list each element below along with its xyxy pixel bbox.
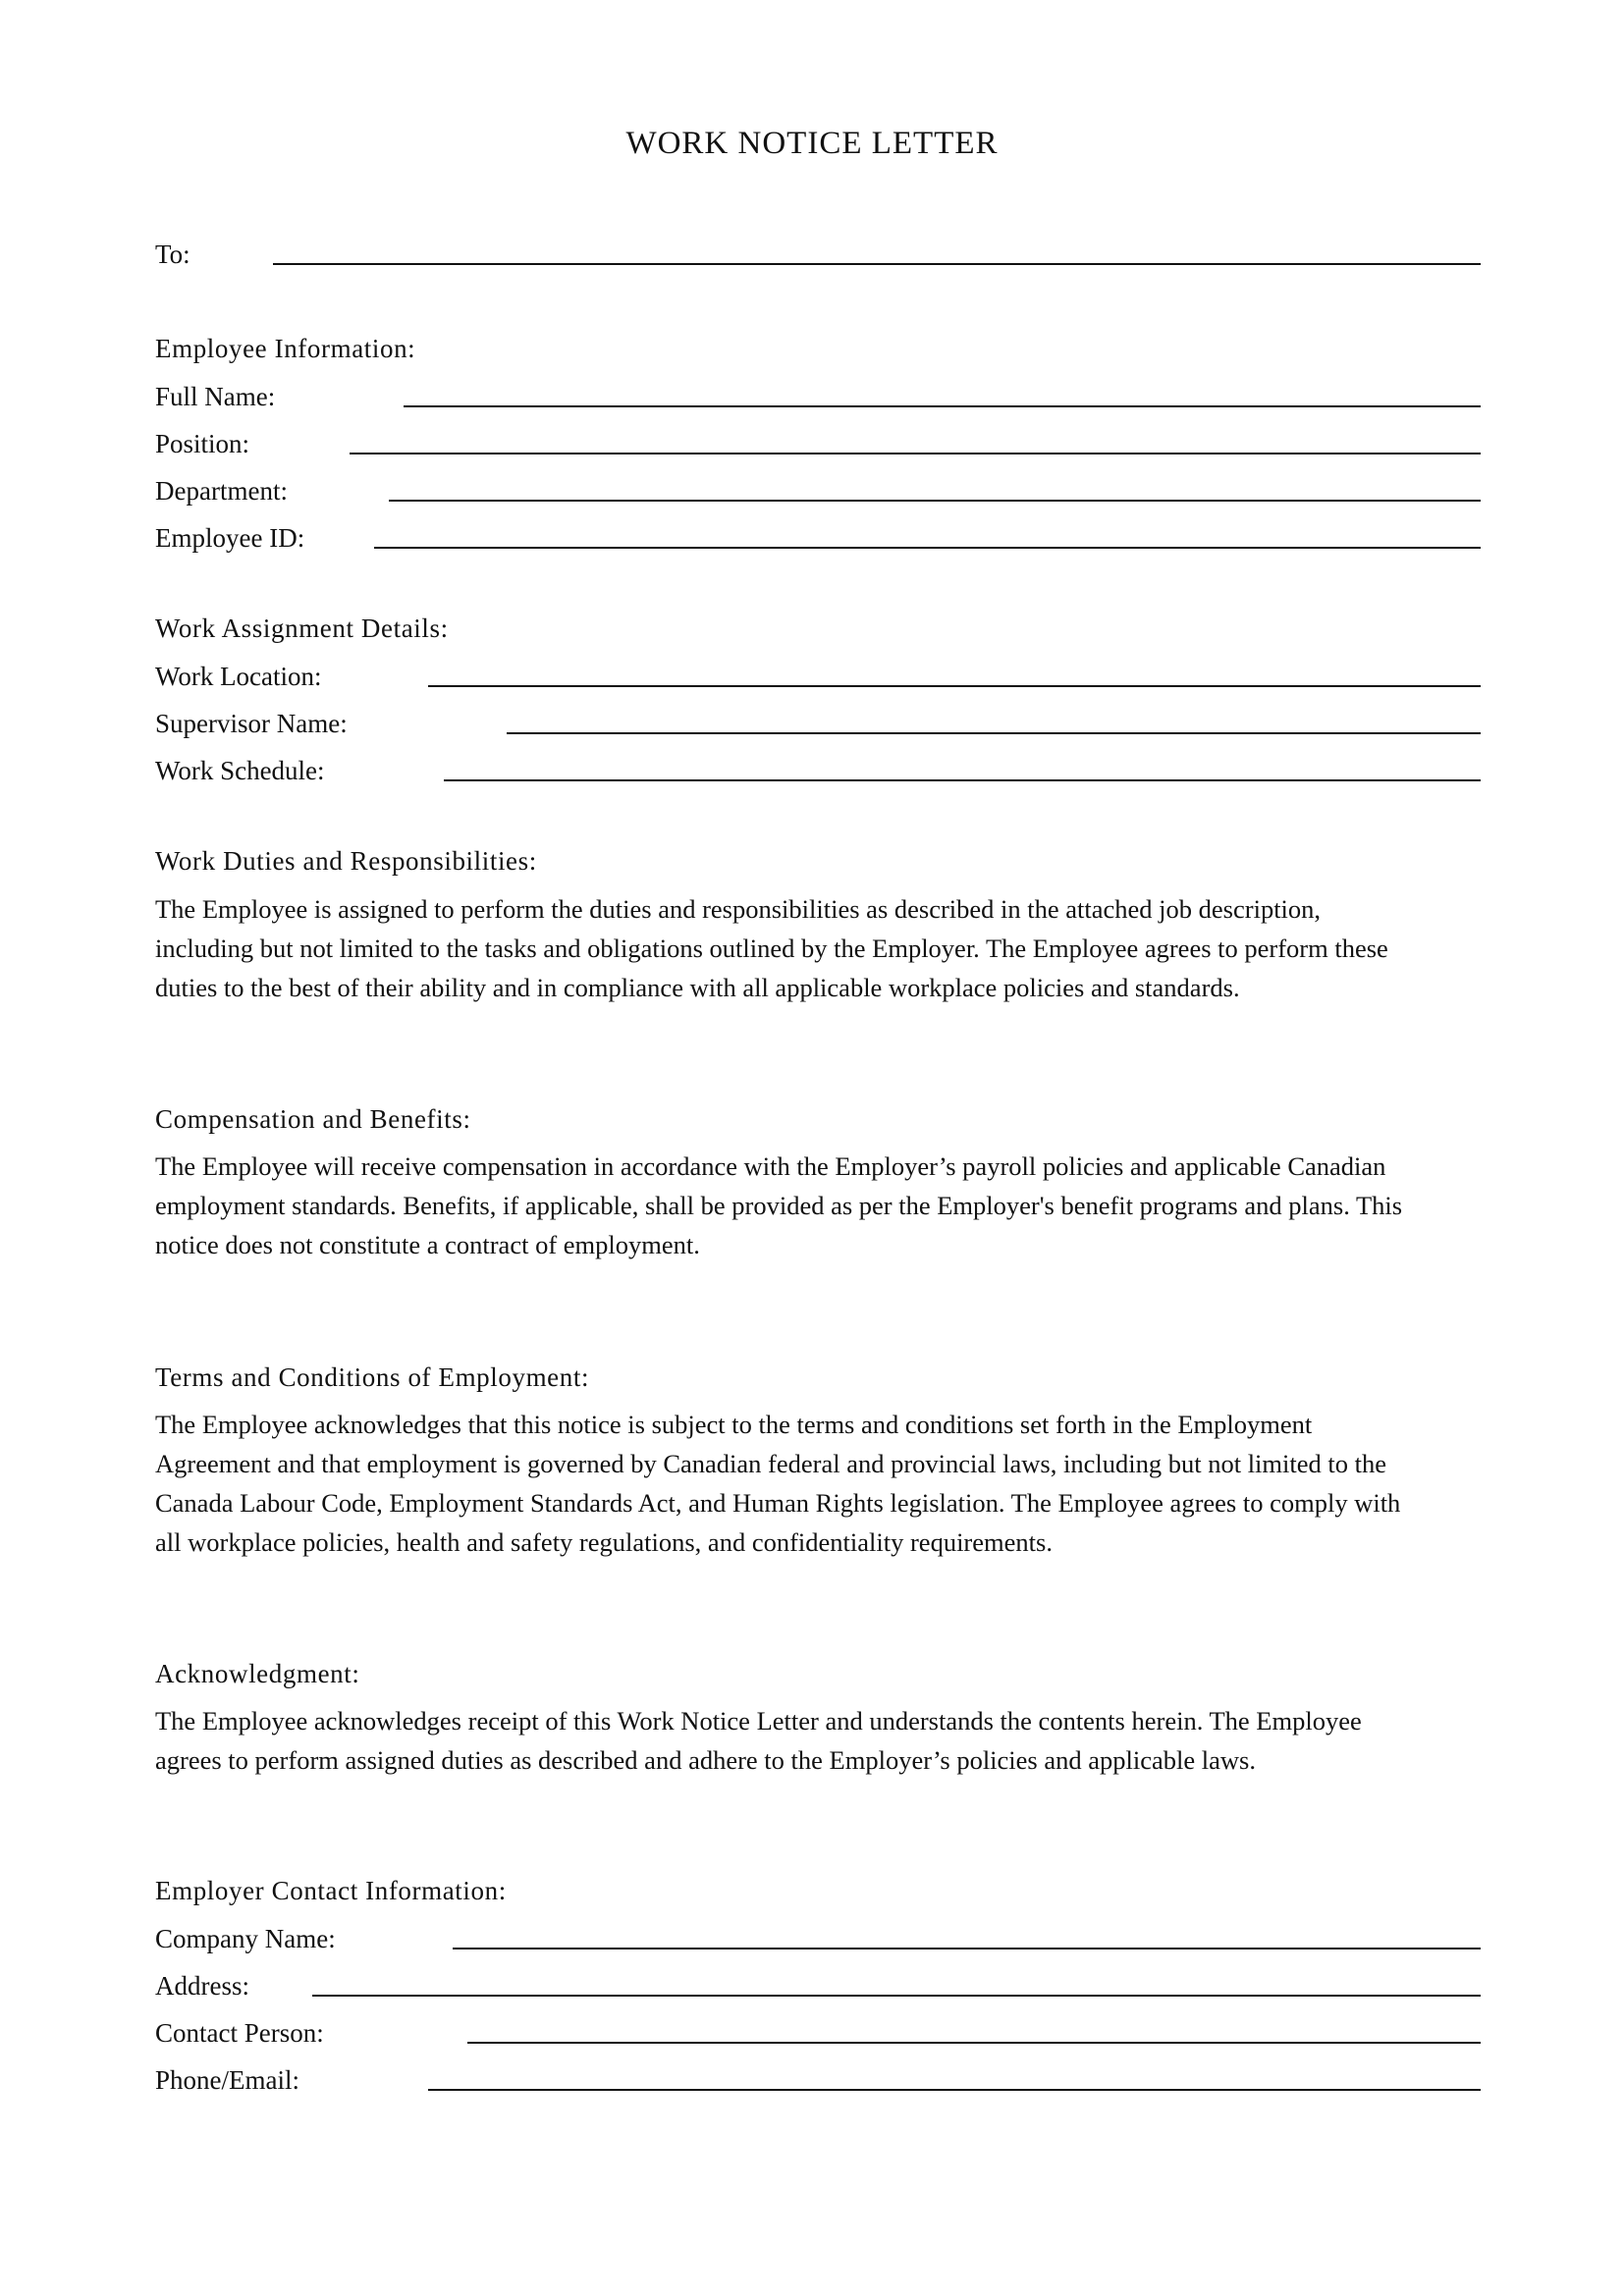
company-name-label: Company Name: bbox=[155, 1924, 336, 1953]
to-label: To: bbox=[155, 240, 190, 269]
contact-person-field-row bbox=[155, 2014, 1481, 2054]
supervisor-name-line[interactable] bbox=[507, 732, 1481, 734]
department-label: Department: bbox=[155, 476, 288, 506]
employee-id-label: Employee ID: bbox=[155, 523, 305, 553]
position-label: Position: bbox=[155, 429, 250, 458]
work-schedule-line[interactable] bbox=[444, 779, 1481, 781]
duties-line: including but not limited to the tasks and obligations outlined by the Employer. The Employee agrees to perform these bbox=[155, 934, 1388, 963]
contact-person-line[interactable] bbox=[467, 2042, 1481, 2044]
acknowledgment-line: The Employee acknowledges receipt of this Work Notice Letter and understands the contents herein. The Employee bbox=[155, 1706, 1362, 1735]
employee-information-heading: Employee Information: bbox=[155, 334, 416, 363]
position-field-row bbox=[155, 425, 1481, 464]
to-line[interactable] bbox=[273, 263, 1481, 265]
company-name-field-row bbox=[155, 1920, 1481, 1959]
terms-paragraph bbox=[155, 1405, 1490, 1562]
terms-line: Agreement and that employment is governed by Canadian federal and provincial laws, including but not limited to the bbox=[155, 1449, 1387, 1478]
employee-id-line[interactable] bbox=[374, 547, 1481, 549]
acknowledgment-line: agrees to perform assigned duties as described and adhere to the Employer’s policies and applicable laws. bbox=[155, 1745, 1256, 1775]
full-name-field-row bbox=[155, 378, 1481, 417]
to-field-row bbox=[155, 236, 1481, 275]
phone-email-label: Phone/Email: bbox=[155, 2065, 299, 2095]
acknowledgment-heading: Acknowledgment: bbox=[155, 1659, 360, 1688]
document-title: WORK NOTICE LETTER bbox=[625, 126, 999, 161]
address-line[interactable] bbox=[312, 1995, 1481, 1997]
employee-id-field-row bbox=[155, 519, 1481, 559]
duties-heading: Work Duties and Responsibilities: bbox=[155, 846, 537, 876]
phone-email-line[interactable] bbox=[428, 2089, 1481, 2091]
work-location-label: Work Location: bbox=[155, 662, 322, 691]
phone-email-field-row bbox=[155, 2061, 1481, 2101]
department-field-row bbox=[155, 472, 1481, 511]
work-assignment-heading: Work Assignment Details: bbox=[155, 614, 449, 643]
address-field-row bbox=[155, 1967, 1481, 2006]
duties-line: duties to the best of their ability and in compliance with all applicable workplace policies and standards. bbox=[155, 973, 1240, 1002]
address-label: Address: bbox=[155, 1971, 249, 2001]
work-schedule-label: Work Schedule: bbox=[155, 756, 325, 785]
terms-line: all workplace policies, health and safety regulations, and confidentiality requirements. bbox=[155, 1527, 1053, 1557]
supervisor-name-label: Supervisor Name: bbox=[155, 709, 348, 738]
work-location-field-row bbox=[155, 658, 1481, 697]
position-line[interactable] bbox=[350, 453, 1481, 454]
compensation-heading: Compensation and Benefits: bbox=[155, 1104, 471, 1134]
department-line[interactable] bbox=[389, 500, 1481, 502]
acknowledgment-paragraph bbox=[155, 1701, 1490, 1780]
terms-heading: Terms and Conditions of Employment: bbox=[155, 1362, 590, 1392]
contact-person-label: Contact Person: bbox=[155, 2018, 324, 2048]
terms-line: Canada Labour Code, Employment Standards Act, and Human Rights legislation. The Employee agrees to comply with bbox=[155, 1488, 1401, 1518]
terms-line: The Employee acknowledges that this notice is subject to the terms and conditions set forth in the Employment bbox=[155, 1410, 1313, 1439]
supervisor-name-field-row bbox=[155, 705, 1481, 744]
employer-contact-heading: Employer Contact Information: bbox=[155, 1876, 507, 1905]
duties-paragraph bbox=[155, 889, 1490, 1007]
compensation-line: notice does not constitute a contract of employment. bbox=[155, 1230, 700, 1259]
compensation-paragraph bbox=[155, 1147, 1490, 1264]
work-location-line[interactable] bbox=[428, 685, 1481, 687]
duties-line: The Employee is assigned to perform the duties and responsibilities as described in the attached job description, bbox=[155, 894, 1322, 924]
work-schedule-field-row bbox=[155, 752, 1481, 791]
full-name-label: Full Name: bbox=[155, 382, 276, 411]
company-name-line[interactable] bbox=[453, 1948, 1481, 1949]
full-name-line[interactable] bbox=[404, 405, 1481, 407]
compensation-line: The Employee will receive compensation in accordance with the Employer’s payroll policies and applicable Canadian bbox=[155, 1151, 1386, 1181]
compensation-line: employment standards. Benefits, if applicable, shall be provided as per the Employer's benefit programs and plans. This bbox=[155, 1191, 1403, 1220]
